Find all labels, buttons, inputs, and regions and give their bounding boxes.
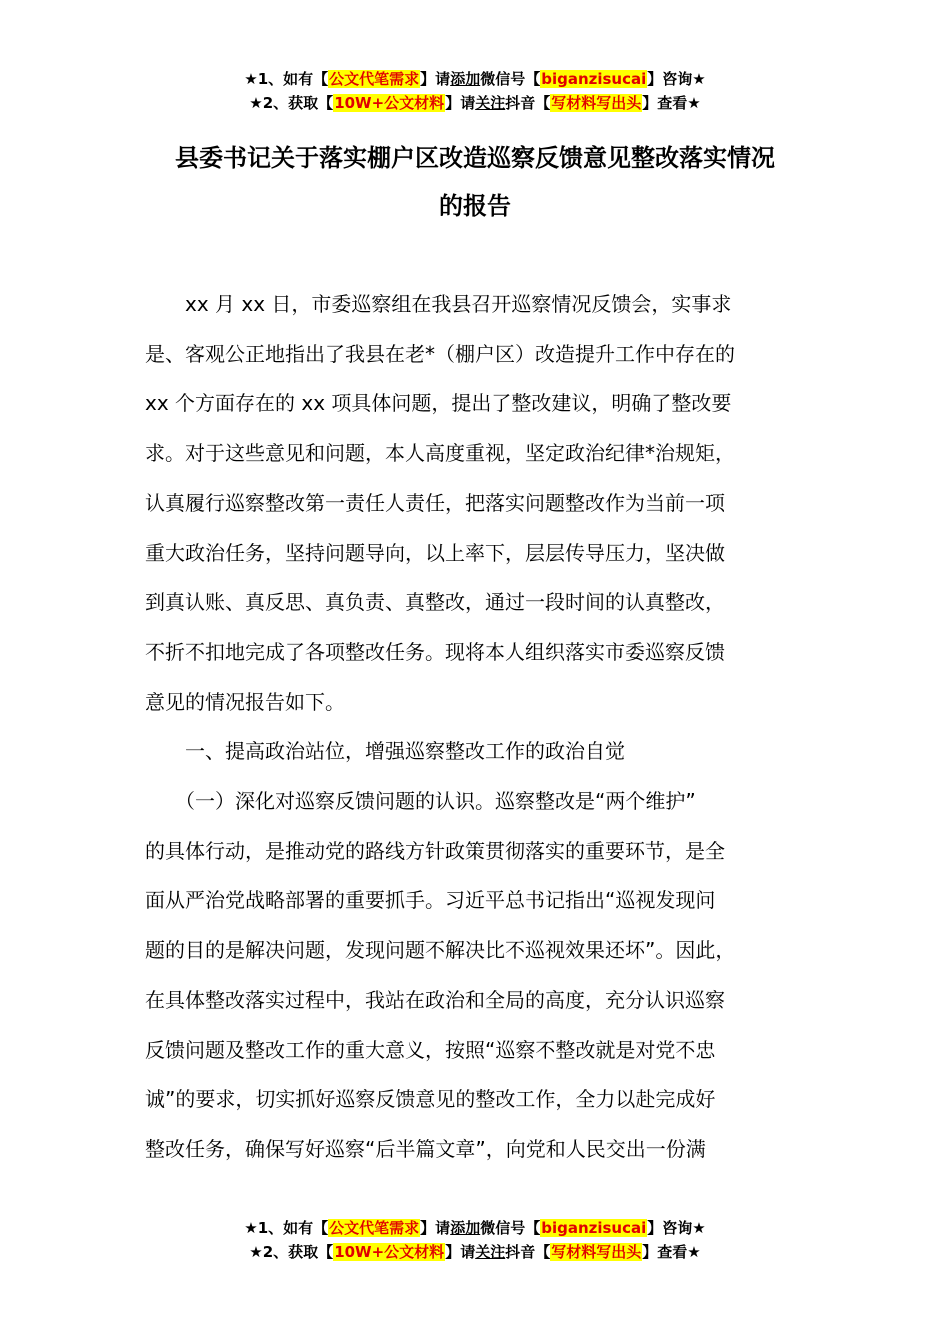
promo-text: 】咨询★ (647, 1219, 706, 1237)
body-text-line: 意见的情况报告如下。 (145, 689, 345, 714)
promo-text: ★1、如有【 (244, 1219, 329, 1237)
promo-text: 抖音【 (505, 94, 551, 112)
promo-highlight: 公文代笔需求 (329, 70, 420, 88)
body-text-line: xx 月 xx 日，市委巡察组在我县召开巡察情况反馈会，实事求 (145, 292, 732, 316)
promo-text: 微信号【 (480, 1219, 541, 1237)
promo-text: 】查看★ (642, 1243, 701, 1261)
promo-text: 】咨询★ (647, 70, 706, 88)
document-title-continued: 的报告 (439, 192, 511, 220)
promo-text: 】请 (445, 94, 476, 112)
header-promo-banner (0, 67, 950, 115)
promo-highlight: 公文代笔需求 (329, 1219, 420, 1237)
promo-highlight: 写材料写出头 (551, 1243, 642, 1261)
promo-line-2 (0, 91, 950, 115)
promo-text: 】请 (445, 1243, 476, 1261)
promo-underline: 关注 (475, 1243, 506, 1261)
promo-text: 】请 (420, 1219, 451, 1237)
promo-line-1 (0, 1216, 950, 1240)
promo-text: ★2、获取【 (249, 94, 334, 112)
body-text-line: 题的目的是解决问题，发现问题不解决比不巡视效果还坏”。因此， (145, 938, 736, 963)
body-text-line: 的具体行动，是推动党的路线方针政策贯彻落实的重要环节，是全 (145, 838, 725, 863)
promo-line-2 (0, 1240, 950, 1264)
promo-highlight: 写材料写出头 (551, 94, 642, 112)
body-text-line: 不折不扣地完成了各项整改任务。现将本人组织落实市委巡察反馈 (145, 639, 725, 664)
promo-text: 】请 (420, 70, 451, 88)
promo-highlight: 10W+公文材料 (334, 94, 445, 112)
body-text-line: 一、提高政治站位，增强巡察整改工作的政治自觉 (145, 739, 625, 764)
body-text-line: 重大政治任务，坚持问题导向，以上率下，层层传导压力，坚决做 (145, 540, 725, 565)
body-text-line: 在具体整改落实过程中，我站在政治和全局的高度，充分认识巡察 (145, 987, 725, 1012)
promo-underline: 添加 (450, 70, 481, 88)
body-text-line: 认真履行巡察整改第一责任人责任，把落实问题整改作为当前一项 (145, 490, 725, 515)
promo-highlight: biganzisucai (541, 70, 647, 88)
document-title: 县委书记关于落实棚户区改造巡察反馈意见整改落实情况 (175, 144, 775, 172)
promo-text: 】查看★ (642, 94, 701, 112)
body-text-line: 求。对于这些意见和问题，本人高度重视，坚定政治纪律*治规矩， (145, 441, 735, 466)
promo-highlight: biganzisucai (541, 1219, 647, 1237)
promo-text: ★1、如有【 (244, 70, 329, 88)
promo-text: 抖音【 (505, 1243, 551, 1261)
document-body (145, 280, 835, 1175)
promo-underline: 添加 (450, 1219, 481, 1237)
body-text-line: 面从严治党战略部署的重要抓手。习近平总书记指出“巡视发现问 (145, 888, 716, 913)
body-text-line: 到真认账、真反思、真负责、真整改，通过一段时间的认真整改， (145, 590, 725, 615)
body-text-line: 诚”的要求，切实抓好巡察反馈意见的整改工作，全力以赴完成好 (145, 1087, 716, 1112)
body-text-line: xx 个方面存在的 xx 项具体问题，提出了整改建议，明确了整改要 (145, 391, 732, 416)
body-text-line: （一）深化对巡察反馈问题的认识。巡察整改是“两个维护” (145, 789, 696, 814)
body-text-line: 反馈问题及整改工作的重大意义，按照“巡察不整改就是对党不忠 (145, 1037, 716, 1062)
body-text-line: 是、客观公正地指出了我县在老*（棚户区）改造提升工作中存在的 (145, 341, 735, 366)
footer-promo-banner (0, 1216, 950, 1264)
promo-line-1 (0, 67, 950, 91)
promo-underline: 关注 (475, 94, 506, 112)
promo-text: 微信号【 (480, 70, 541, 88)
body-text-line: 整改任务，确保写好巡察“后半篇文章”，向党和人民交出一份满 (145, 1136, 706, 1161)
promo-text: ★2、获取【 (249, 1243, 334, 1261)
promo-highlight: 10W+公文材料 (334, 1243, 445, 1261)
